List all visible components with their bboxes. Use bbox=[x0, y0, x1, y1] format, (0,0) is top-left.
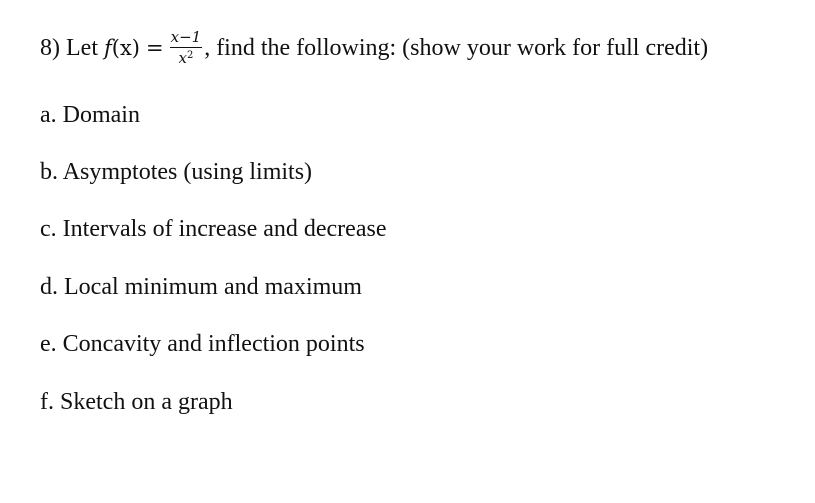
function-name: f(x) bbox=[103, 36, 140, 60]
item-domain bbox=[40, 102, 140, 129]
problem-number: 8) bbox=[40, 34, 60, 61]
item-text: Domain bbox=[62, 102, 140, 128]
item-letter: d. bbox=[40, 274, 58, 300]
item-sketch bbox=[40, 389, 233, 416]
item-concavity bbox=[40, 331, 365, 358]
item-text: Intervals of increase and decrease bbox=[62, 216, 387, 242]
item-letter: f. bbox=[40, 389, 54, 415]
item-text: Concavity and inflection points bbox=[62, 331, 365, 357]
item-letter: e. bbox=[40, 331, 57, 357]
equals-sign: = bbox=[146, 36, 164, 60]
item-extrema bbox=[40, 274, 362, 301]
fraction-denominator: $x^2$ bbox=[178, 49, 194, 67]
function-fraction bbox=[170, 30, 203, 66]
problem-instructions: , find the following: (show your work for full credit) bbox=[204, 34, 709, 61]
item-text: Sketch on a graph bbox=[60, 389, 233, 415]
item-letter: c. bbox=[40, 216, 57, 242]
item-letter: b. bbox=[40, 159, 58, 185]
item-text: Asymptotes (using limits) bbox=[62, 159, 313, 185]
item-intervals bbox=[40, 216, 386, 243]
item-text: Local minimum and maximum bbox=[64, 274, 362, 300]
item-letter: a. bbox=[40, 102, 57, 128]
item-asymptotes bbox=[40, 159, 312, 186]
fraction-numerator: x−1 bbox=[170, 28, 202, 46]
problem-lead: Let bbox=[66, 34, 98, 61]
problem-statement bbox=[40, 30, 708, 66]
